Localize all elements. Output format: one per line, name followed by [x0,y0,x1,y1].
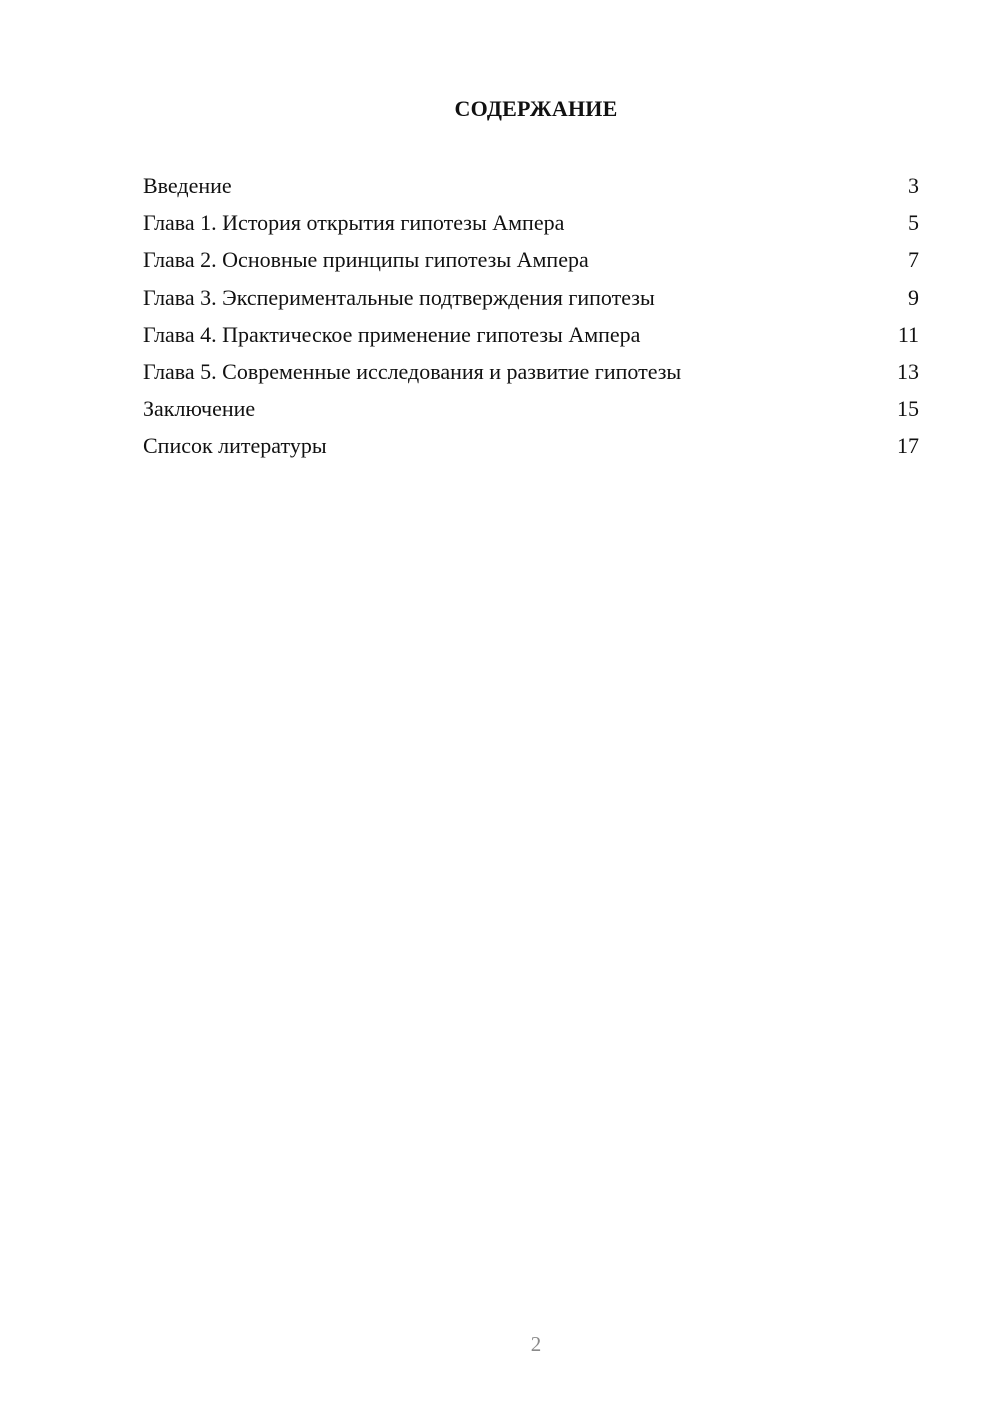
toc-entry-chapter-1 [143,204,919,241]
toc-heading: СОДЕРЖАНИЕ [454,96,618,121]
toc-entry-label: Список литературы [143,433,327,459]
page-number: 2 [530,1332,542,1356]
toc-entry-page: 7 [908,247,919,273]
toc-entry-references [143,427,919,464]
toc-entry-page: 11 [897,321,919,347]
toc-entry-page: 17 [897,433,919,459]
toc-entry-page: 5 [908,210,919,236]
toc-entry-introduction [143,167,919,204]
toc-entry-conclusion [143,390,919,427]
toc-entry-label: Введение [143,173,232,198]
toc-entry-label: Глава 4. Практическое применение гипотезы Ампера [143,321,641,347]
table-of-contents [143,167,919,465]
toc-entry-chapter-5 [143,353,919,390]
toc-entry-label: Глава 5. Современные исследования и развитие гипотезы [143,358,682,384]
toc-entry-label: Глава 3. Экспериментальные подтверждения гипотезы [143,284,655,310]
toc-entry-page: 15 [897,396,919,422]
toc-entry-chapter-2 [143,241,919,278]
toc-entry-label: Глава 1. История открытия гипотезы Ампера [143,210,565,236]
toc-entry-chapter-3 [143,279,919,316]
toc-entry-label: Заключение [143,396,256,422]
toc-entry-chapter-4 [143,316,919,353]
toc-entry-label: Глава 2. Основные принципы гипотезы Ампера [143,247,589,273]
toc-entry-page: 13 [897,358,919,384]
toc-entry-page: 3 [908,173,919,198]
toc-entry-page: 9 [908,284,919,310]
